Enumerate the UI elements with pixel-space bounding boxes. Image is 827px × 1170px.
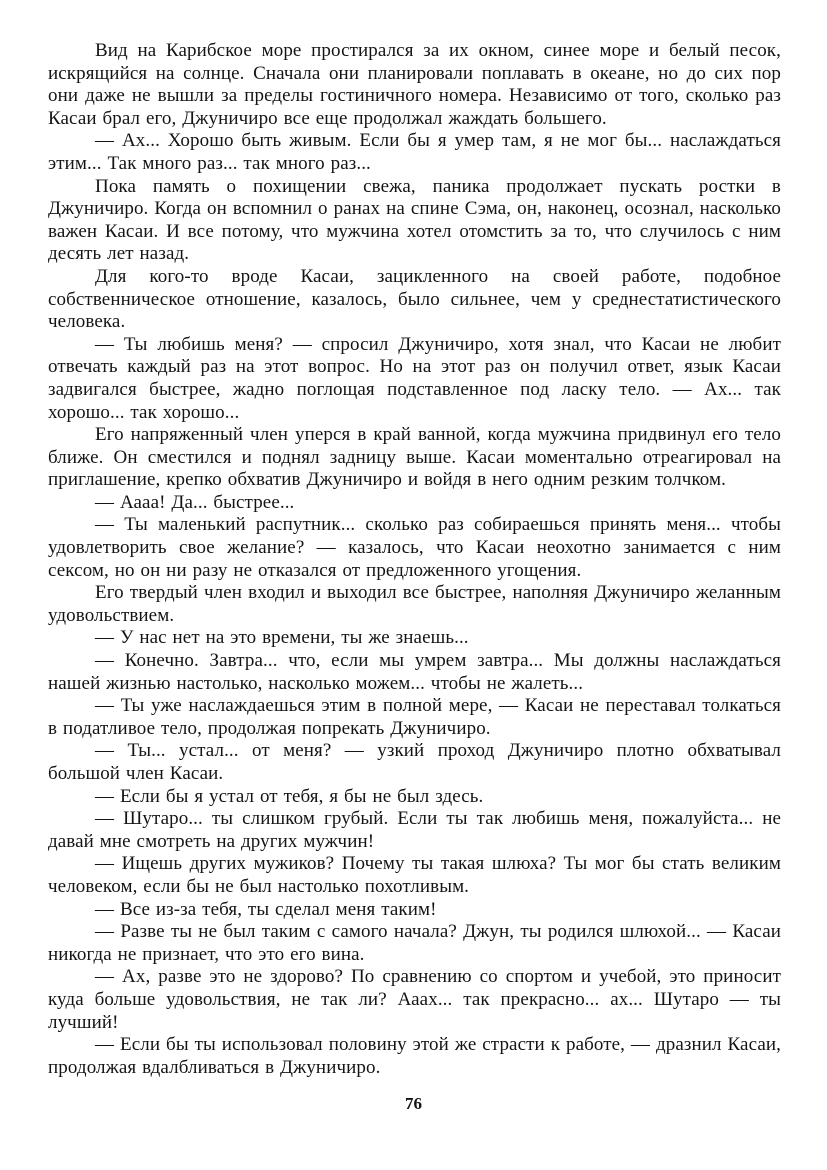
paragraph: — Ищешь других мужиков? Почему ты такая шлюха? Ты мог бы стать великим человеком, если бы не был настолько похотливым. — [48, 853, 781, 897]
page-number: 76 — [405, 1094, 422, 1113]
paragraph: — У нас нет на это времени, ты же знаешь... — [95, 627, 469, 649]
paragraph: — Все из-за тебя, ты сделал меня таким! — [95, 898, 437, 920]
paragraph: — Ах... Хорошо быть живым. Если бы я умер там, я не мог бы... наслаждаться этим... Так много раз... так много раз... — [48, 130, 781, 174]
paragraph: Вид на Карибское море простирался за их окном, синее море и белый песок, искрящийся на солнце. Сначала они планировали поплавать в океане, но до сих пор они даже не вышли за пределы гостиничного номера. Независимо от того, сколько раз Касаи брал его, Джуничиро все еще продолжал жаждать большего. — [48, 40, 781, 129]
paragraph: — Разве ты не был таким с самого начала? Джун, ты родился шлюхой... — Касаи никогда не признает, что это его вина. — [48, 921, 781, 965]
paragraph: — Ты... устал... от меня? — узкий проход Джуничиро плотно обхватывал большой член Касаи. — [48, 740, 781, 784]
paragraph: — Ты маленький распутник... сколько раз собираешься принять меня... чтобы удовлетворить свое желание? — казалось, что Касаи неохотно занимается с ним сексом, но он ни разу не отказался от предложенного угощения. — [48, 514, 781, 581]
paragraph: — Если бы ты использовал половину этой же страсти к работе, — дразнил Касаи, продолжая вдалбливаться в Джуничиро. — [48, 1034, 781, 1078]
paragraph: Его твердый член входил и выходил все быстрее, наполняя Джуничиро желанным удовольствием. — [48, 582, 781, 626]
paragraph: — Шутаро... ты слишком грубый. Если ты так любишь меня, пожалуйста... не давай мне смотреть на других мужчин! — [48, 808, 781, 852]
paragraph: Его напряженный член уперся в край ванной, когда мужчина придвинул его тело ближе. Он сместился и поднял задницу выше. Касаи моментально отреагировал на приглашение, крепко обхватив Джуничиро и войдя в него одним резким толчком. — [48, 424, 781, 491]
paragraph: — Ах, разве это не здорово? По сравнению со спортом и учебой, это приносит куда больше удовольствия, не так ли? Ааах... так прекрасно... ах... Шутаро — ты лучший! — [48, 966, 781, 1033]
paragraph: Пока память о похищении свежа, паника продолжает пускать ростки в Джуничиро. Когда он вспомнил о ранах на спине Сэма, он, наконец, осознал, насколько важен Касаи. И все потому, что мужчина хотел отомстить за то, что случилось с ним десять лет назад. — [48, 175, 781, 265]
paragraph: — Ты любишь меня? — спросил Джуничиро, хотя знал, что Касаи не любит отвечать каждый раз на этот вопрос. Но на этот раз он получил ответ, язык Касаи задвигался быстрее, жадно поглощая подставленное под ласку тело. — Ах... так хорошо... так хорошо... — [48, 333, 781, 423]
paragraph: — Если бы я устал от тебя, я бы не был здесь. — [95, 785, 484, 807]
paragraph: — Конечно. Завтра... что, если мы умрем завтра... Мы должны наслаждаться нашей жизнью настолько, насколько можем... чтобы не жалеть... — [48, 650, 781, 694]
paragraph: — Аааа! Да... быстрее... — [95, 491, 295, 513]
paragraph: Для кого-то вроде Касаи, зацикленного на своей работе, подобное собственническое отношение, казалось, было сильнее, чем у среднестатистического человека. — [48, 265, 781, 333]
text-block — [48, 40, 781, 1079]
paragraph: — Ты уже наслаждаешься этим в полной мере, — Касаи не переставал толкаться в податливое тело, продолжая попрекать Джуничиро. — [48, 695, 781, 739]
